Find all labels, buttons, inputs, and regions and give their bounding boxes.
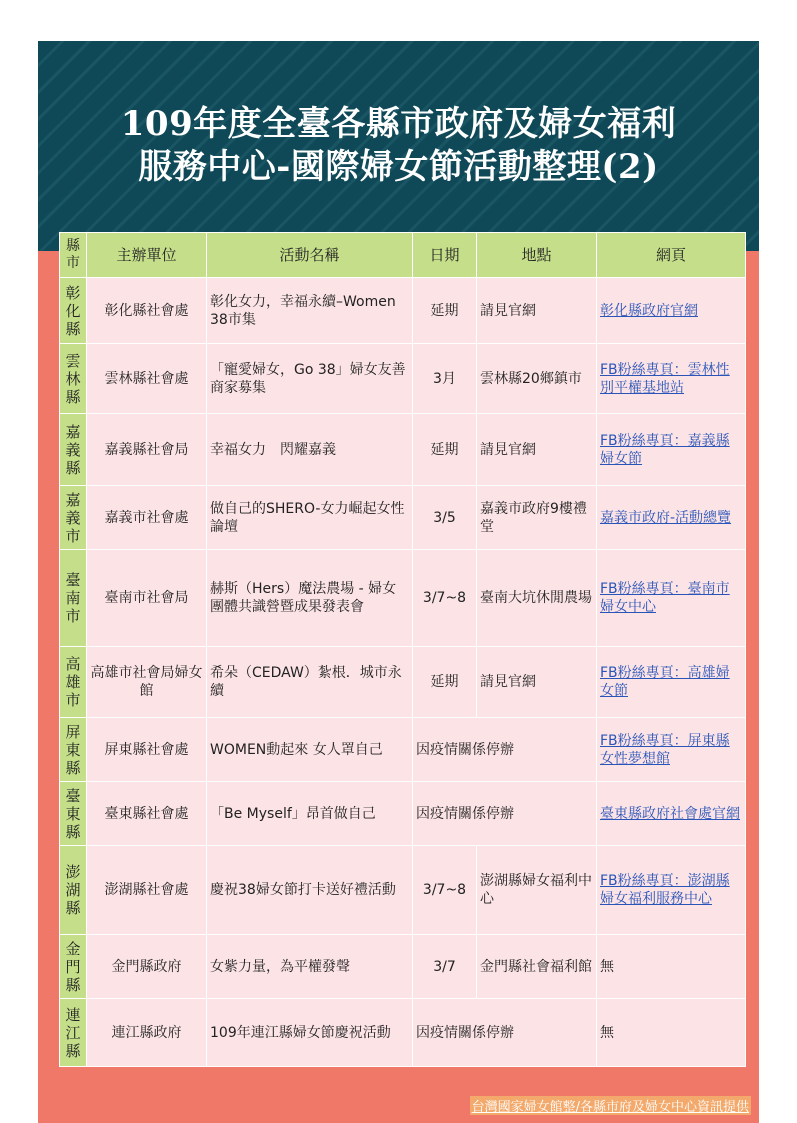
activity-cell: 赫斯（Hers）魔法農場 - 婦女團體共識營暨成果發表會 [207, 550, 413, 647]
website-cell [597, 782, 746, 846]
website-cell [597, 846, 746, 935]
website-link[interactable]: FB粉絲專頁：高雄婦女節 [600, 665, 730, 699]
table-row [60, 278, 746, 344]
county-cell: 金門縣 [60, 935, 87, 999]
county-cell: 嘉義縣 [60, 414, 87, 486]
status-cell: 因疫情關係停辦 [413, 782, 597, 846]
organizer-cell: 雲林縣社會處 [87, 344, 207, 414]
location-cell: 請見官網 [477, 414, 597, 486]
table-header-row [60, 233, 746, 278]
activity-cell: 彰化女力，幸福永續–Women 38市集 [207, 278, 413, 344]
status-cell: 因疫情關係停辦 [413, 718, 597, 782]
website-link[interactable]: FB粉絲專頁：澎湖縣婦女福利服務中心 [600, 873, 730, 907]
events-table [59, 232, 746, 1067]
organizer-cell: 彰化縣社會處 [87, 278, 207, 344]
date-cell: 3/7~8 [413, 550, 477, 647]
header-date: 日期 [413, 233, 477, 278]
website-text: 無 [600, 958, 614, 975]
header-website: 網頁 [597, 233, 746, 278]
table-row [60, 550, 746, 647]
activity-cell: 「Be Myself」昂首做自己 [207, 782, 413, 846]
county-cell: 雲林縣 [60, 344, 87, 414]
activity-cell: 希朵（CEDAW）紮根．城市永續 [207, 647, 413, 718]
poster [38, 41, 759, 1123]
website-cell [597, 414, 746, 486]
organizer-cell: 臺東縣社會處 [87, 782, 207, 846]
website-link[interactable]: FB粉絲專頁：嘉義縣婦女節 [600, 432, 730, 467]
county-cell: 屏東縣 [60, 718, 87, 782]
website-cell [597, 550, 746, 647]
organizer-cell: 澎湖縣社會處 [87, 846, 207, 935]
website-cell [597, 486, 746, 550]
organizer-cell: 高雄市社會局婦女館 [87, 647, 207, 718]
website-cell [597, 647, 746, 718]
website-cell [597, 999, 746, 1067]
date-cell: 3/7~8 [413, 846, 477, 935]
header-activity: 活動名稱 [207, 233, 413, 278]
county-cell: 連江縣 [60, 999, 87, 1067]
date-cell: 延期 [413, 278, 477, 344]
county-cell: 臺東縣 [60, 782, 87, 846]
website-link[interactable]: 彰化縣政府官網 [600, 302, 698, 319]
website-link[interactable]: 嘉義市政府-活動總覽 [600, 509, 732, 526]
county-cell: 澎湖縣 [60, 846, 87, 935]
header-organizer: 主辦單位 [87, 233, 207, 278]
website-link[interactable]: FB粉絲專頁：臺南市婦女中心 [600, 581, 730, 615]
activity-cell: 幸福女力 閃耀嘉義 [207, 414, 413, 486]
website-text: 無 [600, 1024, 614, 1041]
table-body [60, 278, 746, 1067]
table-row [60, 647, 746, 718]
title-line-1: 109年度全臺各縣市政府及婦女福利 [120, 104, 677, 144]
date-cell: 3/7 [413, 935, 477, 999]
location-cell: 雲林縣20鄉鎮市 [477, 344, 597, 414]
location-cell: 請見官網 [477, 647, 597, 718]
activity-cell: 109年連江縣婦女節慶祝活動 [207, 999, 413, 1067]
website-link[interactable]: FB粉絲專頁：屏東縣女性夢想館 [600, 732, 730, 767]
table-row [60, 414, 746, 486]
date-cell: 3月 [413, 344, 477, 414]
county-cell: 臺南市 [60, 550, 87, 647]
activity-cell: 做自己的SHERO-女力崛起女性論壇 [207, 486, 413, 550]
county-cell: 嘉義市 [60, 486, 87, 550]
table-row [60, 344, 746, 414]
header-county: 縣市 [60, 233, 87, 278]
table-row [60, 718, 746, 782]
date-cell: 延期 [413, 647, 477, 718]
location-cell: 嘉義市政府9樓禮堂 [477, 486, 597, 550]
title-line-2: 服務中心-國際婦女節活動整理(2) [138, 147, 659, 187]
activity-cell: 慶祝38婦女節打卡送好禮活動 [207, 846, 413, 935]
date-cell: 3/5 [413, 486, 477, 550]
organizer-cell: 臺南市社會局 [87, 550, 207, 647]
website-cell [597, 935, 746, 999]
website-cell [597, 344, 746, 414]
location-cell: 澎湖縣婦女福利中心 [477, 846, 597, 935]
location-cell: 臺南大坑休閒農場 [477, 550, 597, 647]
county-cell: 彰化縣 [60, 278, 87, 344]
table-row [60, 486, 746, 550]
status-cell: 因疫情關係停辦 [413, 999, 597, 1067]
location-cell: 金門縣社會福利館 [477, 935, 597, 999]
organizer-cell: 嘉義市社會處 [87, 486, 207, 550]
website-cell [597, 278, 746, 344]
header-location: 地點 [477, 233, 597, 278]
activity-cell: 「寵愛婦女，Go 38」婦女友善商家募集 [207, 344, 413, 414]
organizer-cell: 連江縣政府 [87, 999, 207, 1067]
activity-cell: WOMEN動起來 女人罩自己 [207, 718, 413, 782]
county-cell: 高雄市 [60, 647, 87, 718]
website-link[interactable]: FB粉絲專頁：雲林性別平權基地站 [600, 361, 730, 396]
activity-cell: 女紫力量，為平權發聲 [207, 935, 413, 999]
website-link[interactable]: 臺東縣政府社會處官網 [600, 805, 740, 822]
page-title [38, 103, 759, 189]
date-cell: 延期 [413, 414, 477, 486]
organizer-cell: 嘉義縣社會局 [87, 414, 207, 486]
website-cell [597, 718, 746, 782]
table-row [60, 999, 746, 1067]
organizer-cell: 屏東縣社會處 [87, 718, 207, 782]
organizer-cell: 金門縣政府 [87, 935, 207, 999]
source-credit: 台灣國家婦女館整/各縣市府及婦女中心資訊提供 [470, 1096, 751, 1115]
table-row [60, 782, 746, 846]
table-row [60, 846, 746, 935]
location-cell: 請見官網 [477, 278, 597, 344]
table-row [60, 935, 746, 999]
